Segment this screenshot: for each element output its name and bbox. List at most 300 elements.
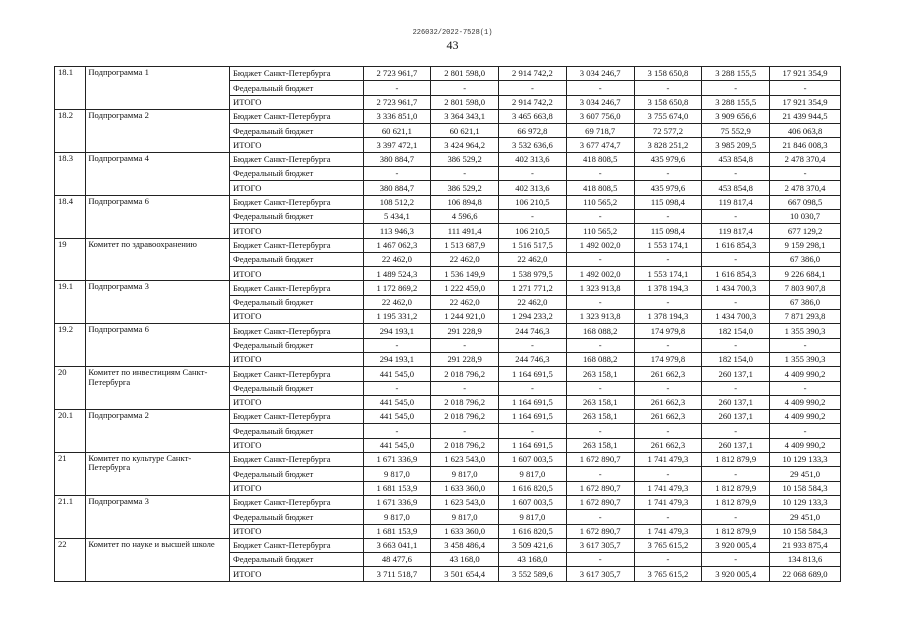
value-cell: 263 158,1	[566, 438, 634, 452]
value-cell: 2 801 598,0	[431, 67, 499, 81]
total-cell: 406 063,8	[770, 124, 841, 138]
row-number: 22	[55, 538, 86, 581]
value-cell: 3 532 636,6	[499, 138, 567, 152]
value-cell: 260 137,1	[702, 438, 770, 452]
value-cell: -	[363, 81, 431, 95]
value-cell: 1 378 194,3	[634, 310, 702, 324]
funding-source: Федеральный бюджет	[229, 124, 363, 138]
document-code: 226032/2022-7528(1)	[412, 29, 493, 37]
value-cell: -	[499, 338, 567, 352]
value-cell: 380 884,7	[363, 152, 431, 166]
value-cell: -	[702, 381, 770, 395]
row-name: Комитет по культуре Санкт-Петербурга	[86, 453, 230, 496]
value-cell: -	[634, 81, 702, 95]
row-number: 20	[55, 367, 86, 410]
value-cell: 22 462,0	[431, 295, 499, 309]
value-cell: 3 424 964,2	[431, 138, 499, 152]
value-cell: 3 364 343,1	[431, 109, 499, 123]
value-cell: 1 172 869,2	[363, 281, 431, 295]
value-cell: 3 920 005,4	[702, 538, 770, 552]
row-name: Подпрограмма 2	[86, 109, 230, 152]
value-cell: 1 672 890,7	[566, 495, 634, 509]
value-cell: 261 662,3	[634, 438, 702, 452]
value-cell: 1 672 890,7	[566, 524, 634, 538]
value-cell: 1 492 002,0	[566, 267, 634, 281]
value-cell: 1 489 524,3	[363, 267, 431, 281]
value-cell: 3 677 474,7	[566, 138, 634, 152]
value-cell: 1 607 003,5	[499, 453, 567, 467]
total-cell: 67 386,0	[770, 252, 841, 266]
value-cell: 2 018 796,2	[431, 395, 499, 409]
value-cell: 3 765 615,2	[634, 567, 702, 581]
value-cell: 1 633 360,0	[431, 481, 499, 495]
funding-source: Бюджет Санкт-Петербурга	[229, 281, 363, 295]
value-cell: 3 336 851,0	[363, 109, 431, 123]
value-cell: 3 765 615,2	[634, 538, 702, 552]
total-cell: 4 409 990,2	[770, 395, 841, 409]
value-cell: 1 434 700,3	[702, 310, 770, 324]
row-name: Подпрограмма 3	[86, 281, 230, 324]
table-row	[55, 410, 841, 424]
value-cell: 3 034 246,7	[566, 67, 634, 81]
value-cell: 2 914 742,2	[499, 95, 567, 109]
value-cell: -	[702, 338, 770, 352]
value-cell: 260 137,1	[702, 410, 770, 424]
value-cell: -	[431, 424, 499, 438]
value-cell: 1 323 913,8	[566, 310, 634, 324]
value-cell: -	[363, 424, 431, 438]
value-cell: 260 137,1	[702, 395, 770, 409]
value-cell: -	[431, 338, 499, 352]
value-cell: 1 671 336,9	[363, 453, 431, 467]
row-number: 19.2	[55, 324, 86, 367]
value-cell: 453 854,8	[702, 181, 770, 195]
value-cell: 435 979,6	[634, 152, 702, 166]
total-cell: 4 409 990,2	[770, 410, 841, 424]
value-cell: 3 985 209,5	[702, 138, 770, 152]
row-number: 19.1	[55, 281, 86, 324]
value-cell: -	[702, 553, 770, 567]
value-cell: -	[566, 167, 634, 181]
value-cell: 1 164 691,5	[499, 438, 567, 452]
total-cell: 2 478 370,4	[770, 181, 841, 195]
value-cell: 1 616 820,5	[499, 481, 567, 495]
value-cell: -	[566, 424, 634, 438]
value-cell: -	[566, 209, 634, 223]
value-cell: 1 294 233,2	[499, 310, 567, 324]
total-cell: 1 355 390,3	[770, 324, 841, 338]
total-cell: 67 386,0	[770, 295, 841, 309]
value-cell: -	[566, 338, 634, 352]
table-row	[55, 67, 841, 81]
value-cell: -	[431, 381, 499, 395]
value-cell: 1 492 002,0	[566, 238, 634, 252]
row-name: Подпрограмма 1	[86, 67, 230, 110]
value-cell: 9 817,0	[499, 467, 567, 481]
total-cell: 22 068 689,0	[770, 567, 841, 581]
value-cell: 75 552,9	[702, 124, 770, 138]
value-cell: 1 536 149,9	[431, 267, 499, 281]
total-cell: 10 158 584,3	[770, 524, 841, 538]
total-cell: 21 439 944,5	[770, 109, 841, 123]
value-cell: 1 164 691,5	[499, 410, 567, 424]
value-cell: 115 098,4	[634, 195, 702, 209]
total-cell: 17 921 354,9	[770, 67, 841, 81]
value-cell: 1 195 331,2	[363, 310, 431, 324]
table-row	[55, 109, 841, 123]
value-cell: 168 088,2	[566, 324, 634, 338]
value-cell: 174 979,8	[634, 352, 702, 366]
funding-source: Федеральный бюджет	[229, 295, 363, 309]
funding-source: Федеральный бюджет	[229, 338, 363, 352]
row-number: 20.1	[55, 410, 86, 453]
table-row	[55, 152, 841, 166]
value-cell: 3 501 654,4	[431, 567, 499, 581]
total-cell: 4 409 990,2	[770, 438, 841, 452]
value-cell: -	[634, 553, 702, 567]
value-cell: -	[634, 467, 702, 481]
row-number: 21	[55, 453, 86, 496]
value-cell: 2 723 961,7	[363, 95, 431, 109]
value-cell: -	[702, 167, 770, 181]
value-cell: 43 168,0	[499, 553, 567, 567]
row-name: Подпрограмма 6	[86, 324, 230, 367]
value-cell: 1 164 691,5	[499, 367, 567, 381]
value-cell: 1 681 153,9	[363, 481, 431, 495]
value-cell: 2 914 742,2	[499, 67, 567, 81]
value-cell: 402 313,6	[499, 152, 567, 166]
funding-source: Федеральный бюджет	[229, 209, 363, 223]
value-cell: -	[702, 81, 770, 95]
funding-source: Бюджет Санкт-Петербурга	[229, 538, 363, 552]
total-cell: 10 158 584,3	[770, 481, 841, 495]
value-cell: 1 434 700,3	[702, 281, 770, 295]
value-cell: 1 681 153,9	[363, 524, 431, 538]
funding-source: Бюджет Санкт-Петербурга	[229, 152, 363, 166]
value-cell: -	[634, 209, 702, 223]
value-cell: 48 477,6	[363, 553, 431, 567]
value-cell: 1 812 879,9	[702, 453, 770, 467]
total-cell: 21 933 875,4	[770, 538, 841, 552]
value-cell: 386 529,2	[431, 152, 499, 166]
value-cell: 9 817,0	[499, 510, 567, 524]
value-cell: -	[431, 167, 499, 181]
value-cell: 106 210,5	[499, 224, 567, 238]
funding-source: Бюджет Санкт-Петербурга	[229, 109, 363, 123]
value-cell: 261 662,3	[634, 367, 702, 381]
value-cell: 1 616 854,3	[702, 267, 770, 281]
value-cell: 1 672 890,7	[566, 453, 634, 467]
value-cell: 1 812 879,9	[702, 481, 770, 495]
row-name: Подпрограмма 3	[86, 495, 230, 538]
value-cell: 402 313,6	[499, 181, 567, 195]
funding-source: Бюджет Санкт-Петербурга	[229, 495, 363, 509]
value-cell: 3 397 472,1	[363, 138, 431, 152]
funding-source: Федеральный бюджет	[229, 167, 363, 181]
total-cell: 10 129 133,3	[770, 495, 841, 509]
value-cell: 3 158 650,8	[634, 95, 702, 109]
value-cell: 1 623 543,0	[431, 453, 499, 467]
value-cell: 1 467 062,3	[363, 238, 431, 252]
total-cell: 134 813,6	[770, 553, 841, 567]
value-cell: 3 617 305,7	[566, 567, 634, 581]
value-cell: -	[566, 252, 634, 266]
value-cell: 260 137,1	[702, 367, 770, 381]
value-cell: -	[499, 381, 567, 395]
value-cell: -	[634, 295, 702, 309]
value-cell: -	[431, 81, 499, 95]
value-cell: 9 817,0	[431, 510, 499, 524]
value-cell: 22 462,0	[431, 252, 499, 266]
value-cell: 182 154,0	[702, 324, 770, 338]
value-cell: 9 817,0	[431, 467, 499, 481]
value-cell: 441 545,0	[363, 395, 431, 409]
value-cell: -	[566, 381, 634, 395]
value-cell: 115 098,4	[634, 224, 702, 238]
value-cell: -	[499, 167, 567, 181]
value-cell: 4 596,6	[431, 209, 499, 223]
funding-source: ИТОГО	[229, 224, 363, 238]
value-cell: 1 538 979,5	[499, 267, 567, 281]
value-cell: -	[566, 553, 634, 567]
row-number: 18.2	[55, 109, 86, 152]
value-cell: 441 545,0	[363, 410, 431, 424]
value-cell: -	[634, 338, 702, 352]
value-cell: 3 552 589,6	[499, 567, 567, 581]
budget-table-body	[55, 67, 841, 582]
value-cell: 1 222 459,0	[431, 281, 499, 295]
total-cell: -	[770, 424, 841, 438]
funding-source: Федеральный бюджет	[229, 510, 363, 524]
value-cell: 3 920 005,4	[702, 567, 770, 581]
total-cell: 1 355 390,3	[770, 352, 841, 366]
value-cell: -	[363, 381, 431, 395]
value-cell: 3 755 674,0	[634, 109, 702, 123]
total-cell: 29 451,0	[770, 510, 841, 524]
row-number: 18.4	[55, 195, 86, 238]
value-cell: 119 817,4	[702, 224, 770, 238]
value-cell: 3 617 305,7	[566, 538, 634, 552]
value-cell: 3 288 155,5	[702, 67, 770, 81]
funding-source: ИТОГО	[229, 138, 363, 152]
value-cell: 1 553 174,1	[634, 267, 702, 281]
value-cell: 9 817,0	[363, 510, 431, 524]
funding-source: ИТОГО	[229, 395, 363, 409]
total-cell: 9 159 298,1	[770, 238, 841, 252]
total-cell: 677 129,2	[770, 224, 841, 238]
value-cell: 1 741 479,3	[634, 481, 702, 495]
value-cell: 1 244 921,0	[431, 310, 499, 324]
row-number: 19	[55, 238, 86, 281]
row-number: 18.3	[55, 152, 86, 195]
funding-source: ИТОГО	[229, 567, 363, 581]
value-cell: 119 817,4	[702, 195, 770, 209]
value-cell: 261 662,3	[634, 395, 702, 409]
value-cell: 106 894,8	[431, 195, 499, 209]
value-cell: 110 565,2	[566, 195, 634, 209]
value-cell: 108 512,2	[363, 195, 431, 209]
value-cell: 261 662,3	[634, 410, 702, 424]
value-cell: 60 621,1	[431, 124, 499, 138]
value-cell: 1 741 479,3	[634, 524, 702, 538]
funding-source: Федеральный бюджет	[229, 81, 363, 95]
total-cell: -	[770, 381, 841, 395]
value-cell: 441 545,0	[363, 438, 431, 452]
value-cell: -	[702, 295, 770, 309]
funding-source: Бюджет Санкт-Петербурга	[229, 238, 363, 252]
value-cell: 294 193,1	[363, 324, 431, 338]
funding-source: ИТОГО	[229, 267, 363, 281]
total-cell: 667 098,5	[770, 195, 841, 209]
value-cell: 3 711 518,7	[363, 567, 431, 581]
value-cell: 3 663 041,1	[363, 538, 431, 552]
value-cell: -	[702, 510, 770, 524]
value-cell: -	[634, 381, 702, 395]
value-cell: 1 616 820,5	[499, 524, 567, 538]
value-cell: -	[566, 295, 634, 309]
value-cell: 1 164 691,5	[499, 395, 567, 409]
value-cell: 182 154,0	[702, 352, 770, 366]
value-cell: 3 458 486,4	[431, 538, 499, 552]
funding-source: Бюджет Санкт-Петербурга	[229, 195, 363, 209]
funding-source: Бюджет Санкт-Петербурга	[229, 410, 363, 424]
value-cell: 291 228,9	[431, 324, 499, 338]
funding-source: Бюджет Санкт-Петербурга	[229, 324, 363, 338]
value-cell: 1 607 003,5	[499, 495, 567, 509]
funding-source: Федеральный бюджет	[229, 424, 363, 438]
row-name: Комитет по инвестициям Санкт-Петербурга	[86, 367, 230, 410]
value-cell: 418 808,5	[566, 181, 634, 195]
value-cell: -	[499, 424, 567, 438]
value-cell: 113 946,3	[363, 224, 431, 238]
value-cell: 2 018 796,2	[431, 367, 499, 381]
row-name: Комитет по науке и высшей школе	[86, 538, 230, 581]
total-cell: -	[770, 81, 841, 95]
total-cell: 7 871 293,8	[770, 310, 841, 324]
funding-source: Бюджет Санкт-Петербурга	[229, 67, 363, 81]
value-cell: 441 545,0	[363, 367, 431, 381]
funding-source: ИТОГО	[229, 181, 363, 195]
table-row	[55, 281, 841, 295]
value-cell: 244 746,3	[499, 352, 567, 366]
value-cell: 3 465 663,8	[499, 109, 567, 123]
value-cell: 291 228,9	[431, 352, 499, 366]
funding-source: ИТОГО	[229, 438, 363, 452]
value-cell: 1 671 336,9	[363, 495, 431, 509]
value-cell: -	[702, 209, 770, 223]
funding-source: Федеральный бюджет	[229, 553, 363, 567]
value-cell: 1 271 771,2	[499, 281, 567, 295]
total-cell: 21 846 008,3	[770, 138, 841, 152]
table-row	[55, 367, 841, 381]
value-cell: 244 746,3	[499, 324, 567, 338]
value-cell: 1 812 879,9	[702, 524, 770, 538]
row-name: Подпрограмма 2	[86, 410, 230, 453]
value-cell: 1 378 194,3	[634, 281, 702, 295]
value-cell: 66 972,8	[499, 124, 567, 138]
total-cell: 2 478 370,4	[770, 152, 841, 166]
funding-source: Бюджет Санкт-Петербурга	[229, 453, 363, 467]
value-cell: 1 633 360,0	[431, 524, 499, 538]
value-cell: 72 577,2	[634, 124, 702, 138]
total-cell: 10 129 133,3	[770, 453, 841, 467]
total-cell: -	[770, 338, 841, 352]
value-cell: -	[634, 510, 702, 524]
value-cell: -	[634, 252, 702, 266]
value-cell: 1 812 879,9	[702, 495, 770, 509]
value-cell: -	[499, 81, 567, 95]
total-cell: 4 409 990,2	[770, 367, 841, 381]
row-name: Комитет по здравоохранению	[86, 238, 230, 281]
value-cell: 263 158,1	[566, 395, 634, 409]
value-cell: 2 723 961,7	[363, 67, 431, 81]
funding-source: ИТОГО	[229, 352, 363, 366]
value-cell: 1 623 543,0	[431, 495, 499, 509]
table-row	[55, 495, 841, 509]
table-row	[55, 538, 841, 552]
table-row	[55, 453, 841, 467]
value-cell: 1 741 479,3	[634, 495, 702, 509]
value-cell: 3 034 246,7	[566, 95, 634, 109]
value-cell: 380 884,7	[363, 181, 431, 195]
value-cell: 1 516 517,5	[499, 238, 567, 252]
value-cell: 22 462,0	[499, 252, 567, 266]
budget-table	[54, 66, 841, 582]
value-cell: 263 158,1	[566, 410, 634, 424]
funding-source: ИТОГО	[229, 310, 363, 324]
total-cell: 9 226 684,1	[770, 267, 841, 281]
value-cell: 1 513 687,9	[431, 238, 499, 252]
value-cell: 3 828 251,2	[634, 138, 702, 152]
value-cell: 2 018 796,2	[431, 438, 499, 452]
value-cell: 1 672 890,7	[566, 481, 634, 495]
funding-source: Федеральный бюджет	[229, 467, 363, 481]
funding-source: ИТОГО	[229, 95, 363, 109]
value-cell: 110 565,2	[566, 224, 634, 238]
total-cell: -	[770, 167, 841, 181]
value-cell: -	[566, 467, 634, 481]
funding-source: ИТОГО	[229, 481, 363, 495]
value-cell: 3 158 650,8	[634, 67, 702, 81]
value-cell: 174 979,8	[634, 324, 702, 338]
value-cell: 60 621,1	[363, 124, 431, 138]
value-cell: -	[702, 252, 770, 266]
total-cell: 7 803 907,8	[770, 281, 841, 295]
value-cell: 294 193,1	[363, 352, 431, 366]
funding-source: Федеральный бюджет	[229, 381, 363, 395]
value-cell: -	[702, 467, 770, 481]
value-cell: 2 018 796,2	[431, 410, 499, 424]
value-cell: 3 607 756,0	[566, 109, 634, 123]
funding-source: Бюджет Санкт-Петербурга	[229, 367, 363, 381]
value-cell: -	[363, 167, 431, 181]
value-cell: 69 718,7	[566, 124, 634, 138]
table-row	[55, 324, 841, 338]
funding-source: ИТОГО	[229, 524, 363, 538]
value-cell: -	[363, 338, 431, 352]
value-cell: 43 168,0	[431, 553, 499, 567]
total-cell: 29 451,0	[770, 467, 841, 481]
value-cell: 2 801 598,0	[431, 95, 499, 109]
value-cell: 263 158,1	[566, 367, 634, 381]
margin-mark	[893, 60, 899, 580]
value-cell: 1 553 174,1	[634, 238, 702, 252]
value-cell: 1 323 913,8	[566, 281, 634, 295]
value-cell: 168 088,2	[566, 352, 634, 366]
row-number: 21.1	[55, 495, 86, 538]
value-cell: -	[499, 209, 567, 223]
value-cell: 111 491,4	[431, 224, 499, 238]
